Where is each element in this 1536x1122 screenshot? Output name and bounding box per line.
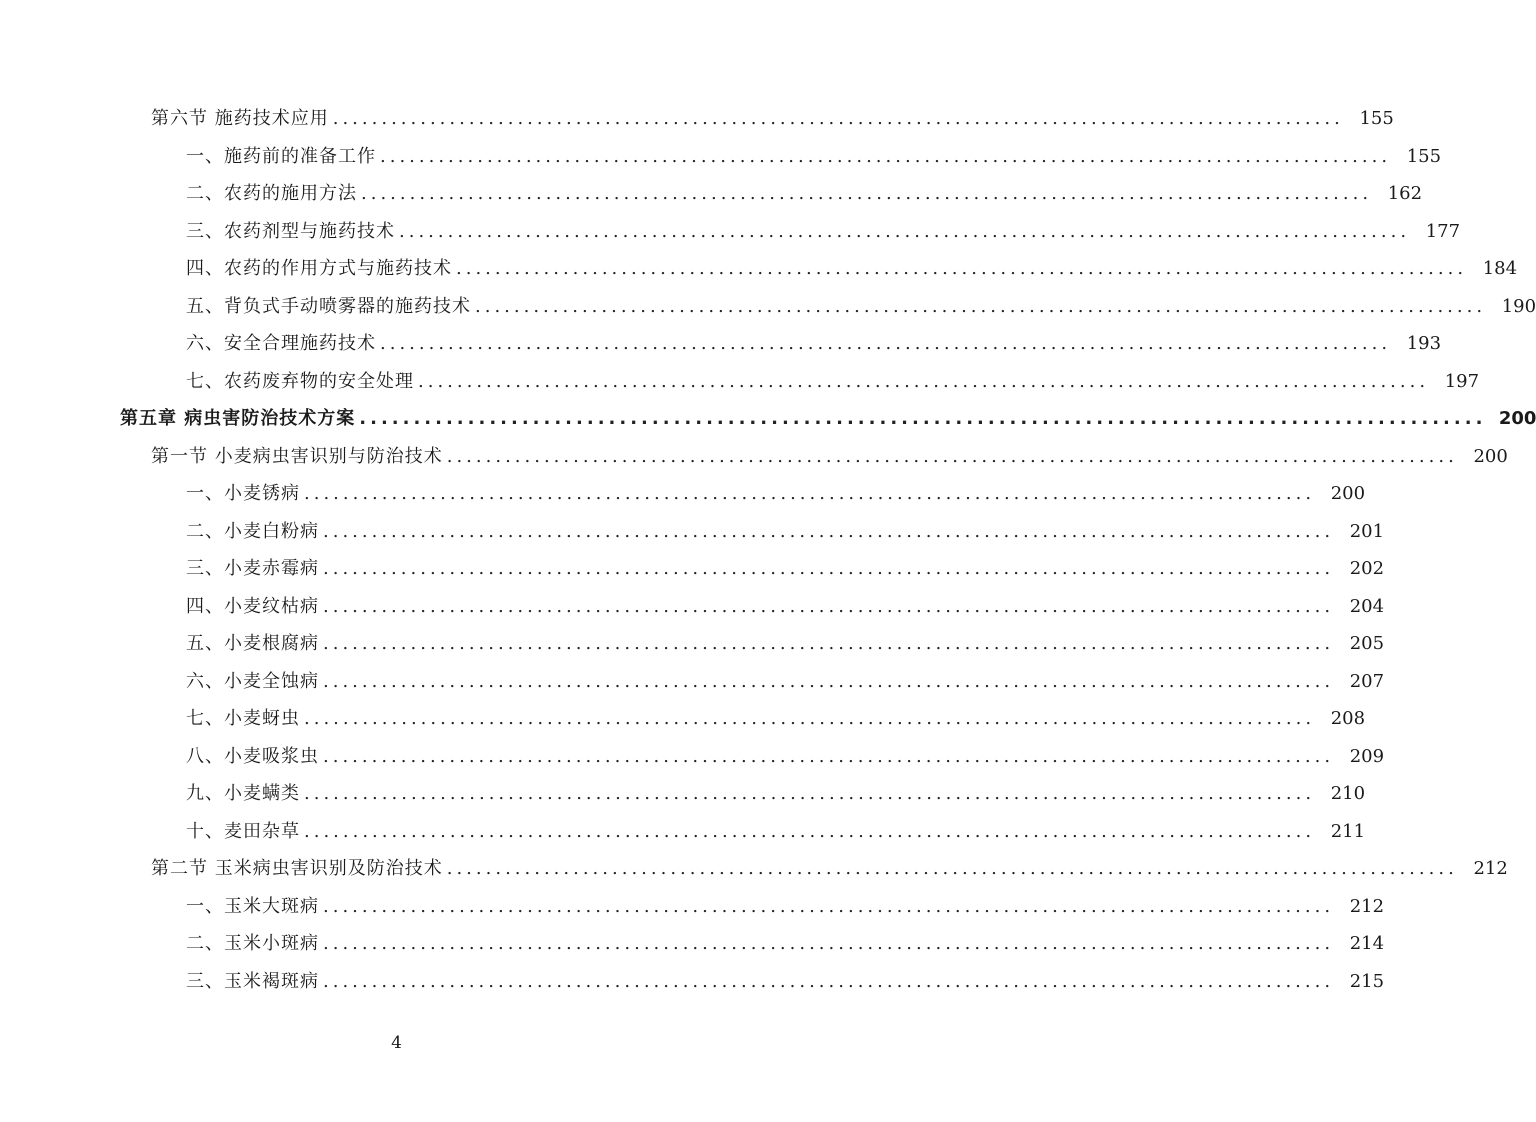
toc-entry-page: 177 (1425, 220, 1461, 242)
toc-entry-page: 190 (1501, 295, 1536, 317)
toc-dot-leader: ........................................................................................................ (323, 745, 1335, 767)
toc-entry-page: 201 (1349, 520, 1385, 542)
toc-dot-leader: ........................................................................................................ (399, 220, 1411, 242)
toc-entry-title: 四、农药的作用方式与施药技术 (186, 258, 452, 279)
toc-entry-page: 212 (1349, 895, 1385, 917)
toc-entry-page: 208 (1330, 708, 1366, 729)
toc-dot-leader: ........................................................................................................ (446, 445, 1458, 467)
toc-entry-chapter (0, 400, 1536, 438)
toc-dot-leader: ........................................................................................................ (323, 633, 1335, 654)
toc-entry-title: 七、农药废弃物的安全处理 (186, 370, 414, 392)
toc-entry-page: 209 (1349, 745, 1385, 767)
toc-entry-title: 三、小麦赤霉病 (186, 558, 319, 579)
toc-entry-page: 193 (1406, 333, 1442, 354)
toc-dot-leader: ........................................................................................................ (323, 895, 1335, 917)
toc-entry-item (0, 138, 1442, 176)
toc-entry-page: 200 (1473, 445, 1508, 467)
toc-entry-title: 第五章 病虫害防治技术方案 (120, 408, 356, 429)
toc-entry-item (0, 475, 1366, 513)
toc-entry-page: 184 (1482, 258, 1518, 279)
toc-dot-leader: ........................................................................................................ (323, 520, 1335, 542)
toc-entry-page: 210 (1330, 783, 1366, 804)
toc-dot-leader: ........................................................................................................ (323, 970, 1335, 992)
toc-entry-item (0, 288, 1536, 326)
toc-entry-title: 六、小麦全蚀病 (186, 670, 319, 692)
toc-dot-leader: ........................................................................................................ (380, 333, 1392, 354)
toc-entry-title: 八、小麦吸浆虫 (186, 745, 319, 767)
toc-entry-title: 第六节 施药技术应用 (151, 108, 329, 129)
toc-entry-title: 三、农药剂型与施药技术 (186, 220, 395, 242)
toc-dot-leader: ........................................................................................................ (361, 183, 1373, 204)
toc-entry-page: 200 (1330, 483, 1366, 504)
toc-entry-item (0, 813, 1366, 851)
toc-entry-item (0, 325, 1442, 363)
toc-entry-page: 197 (1444, 370, 1480, 392)
toc-entry-page: 162 (1387, 183, 1423, 204)
toc-entry-page: 155 (1406, 145, 1442, 167)
toc-entry-title: 六、安全合理施药技术 (186, 333, 376, 354)
toc-entry-title: 十、麦田杂草 (186, 820, 300, 842)
toc-dot-leader: ........................................................................................................ (304, 483, 1316, 504)
toc-entry-title: 第二节 玉米病虫害识别及防治技术 (151, 858, 443, 879)
toc-dot-leader: ........................................................................................................ (323, 595, 1335, 617)
toc-entry-item (0, 700, 1366, 738)
toc-entry-item (0, 888, 1385, 926)
toc-entry-page: 155 (1359, 108, 1394, 129)
toc-dot-leader: ........................................................................................................ (446, 858, 1458, 879)
toc-entry-title: 二、小麦白粉病 (186, 520, 319, 542)
toc-entry-item (0, 663, 1385, 701)
toc-entry-item (0, 213, 1461, 251)
toc-entry-item (0, 513, 1385, 551)
toc-entry-section (0, 438, 1508, 476)
toc-entry-page: 202 (1349, 558, 1385, 579)
toc-dot-leader: ........................................................................................................ (323, 933, 1335, 954)
table-of-contents (0, 100, 1536, 1000)
toc-dot-leader: ........................................................................................................ (456, 258, 1468, 279)
toc-entry-item (0, 250, 1518, 288)
toc-entry-section (0, 850, 1508, 888)
toc-dot-leader: ........................................................................................................ (304, 783, 1316, 804)
toc-dot-leader: ........................................................................................................ (359, 408, 1487, 429)
toc-entry-page: 215 (1349, 970, 1385, 992)
toc-entry-title: 一、小麦锈病 (186, 483, 300, 504)
toc-entry-title: 一、施药前的准备工作 (186, 145, 376, 167)
toc-entry-title: 二、农药的施用方法 (186, 183, 357, 204)
toc-entry-page: 211 (1330, 820, 1366, 842)
toc-entry-item (0, 588, 1385, 626)
toc-entry-title: 三、玉米褐斑病 (186, 970, 319, 992)
toc-entry-item (0, 925, 1385, 963)
toc-dot-leader: ........................................................................................................ (332, 108, 1344, 129)
toc-dot-leader: ........................................................................................................ (418, 370, 1430, 392)
toc-entry-item (0, 550, 1385, 588)
toc-entry-title: 二、玉米小斑病 (186, 933, 319, 954)
toc-dot-leader: ........................................................................................................ (323, 558, 1335, 579)
toc-entry-title: 一、玉米大斑病 (186, 895, 319, 917)
toc-entry-title: 九、小麦螨类 (186, 783, 300, 804)
toc-dot-leader: ........................................................................................................ (323, 670, 1335, 692)
toc-entry-title: 五、小麦根腐病 (186, 633, 319, 654)
toc-entry-page: 212 (1473, 858, 1508, 879)
page-number: 4 (391, 1033, 402, 1053)
toc-entry-title: 第一节 小麦病虫害识别与防治技术 (151, 445, 443, 467)
toc-entry-item (0, 363, 1480, 401)
toc-dot-leader: ........................................................................................................ (475, 295, 1487, 317)
toc-entry-page: 205 (1349, 633, 1385, 654)
toc-entry-item (0, 775, 1366, 813)
toc-entry-page: 204 (1349, 595, 1385, 617)
toc-entry-page: 214 (1349, 933, 1385, 954)
toc-entry-title: 五、背负式手动喷雾器的施药技术 (186, 295, 471, 317)
toc-dot-leader: ........................................................................................................ (304, 820, 1316, 842)
toc-entry-item (0, 175, 1423, 213)
toc-entry-title: 七、小麦蚜虫 (186, 708, 300, 729)
toc-entry-item (0, 625, 1385, 663)
toc-dot-leader: ........................................................................................................ (304, 708, 1316, 729)
toc-entry-page: 200 (1498, 408, 1536, 429)
toc-entry-page: 207 (1349, 670, 1385, 692)
toc-dot-leader: ........................................................................................................ (380, 145, 1392, 167)
toc-entry-section (0, 100, 1394, 138)
toc-entry-item (0, 738, 1385, 776)
toc-entry-title: 四、小麦纹枯病 (186, 595, 319, 617)
toc-entry-item (0, 963, 1385, 1001)
